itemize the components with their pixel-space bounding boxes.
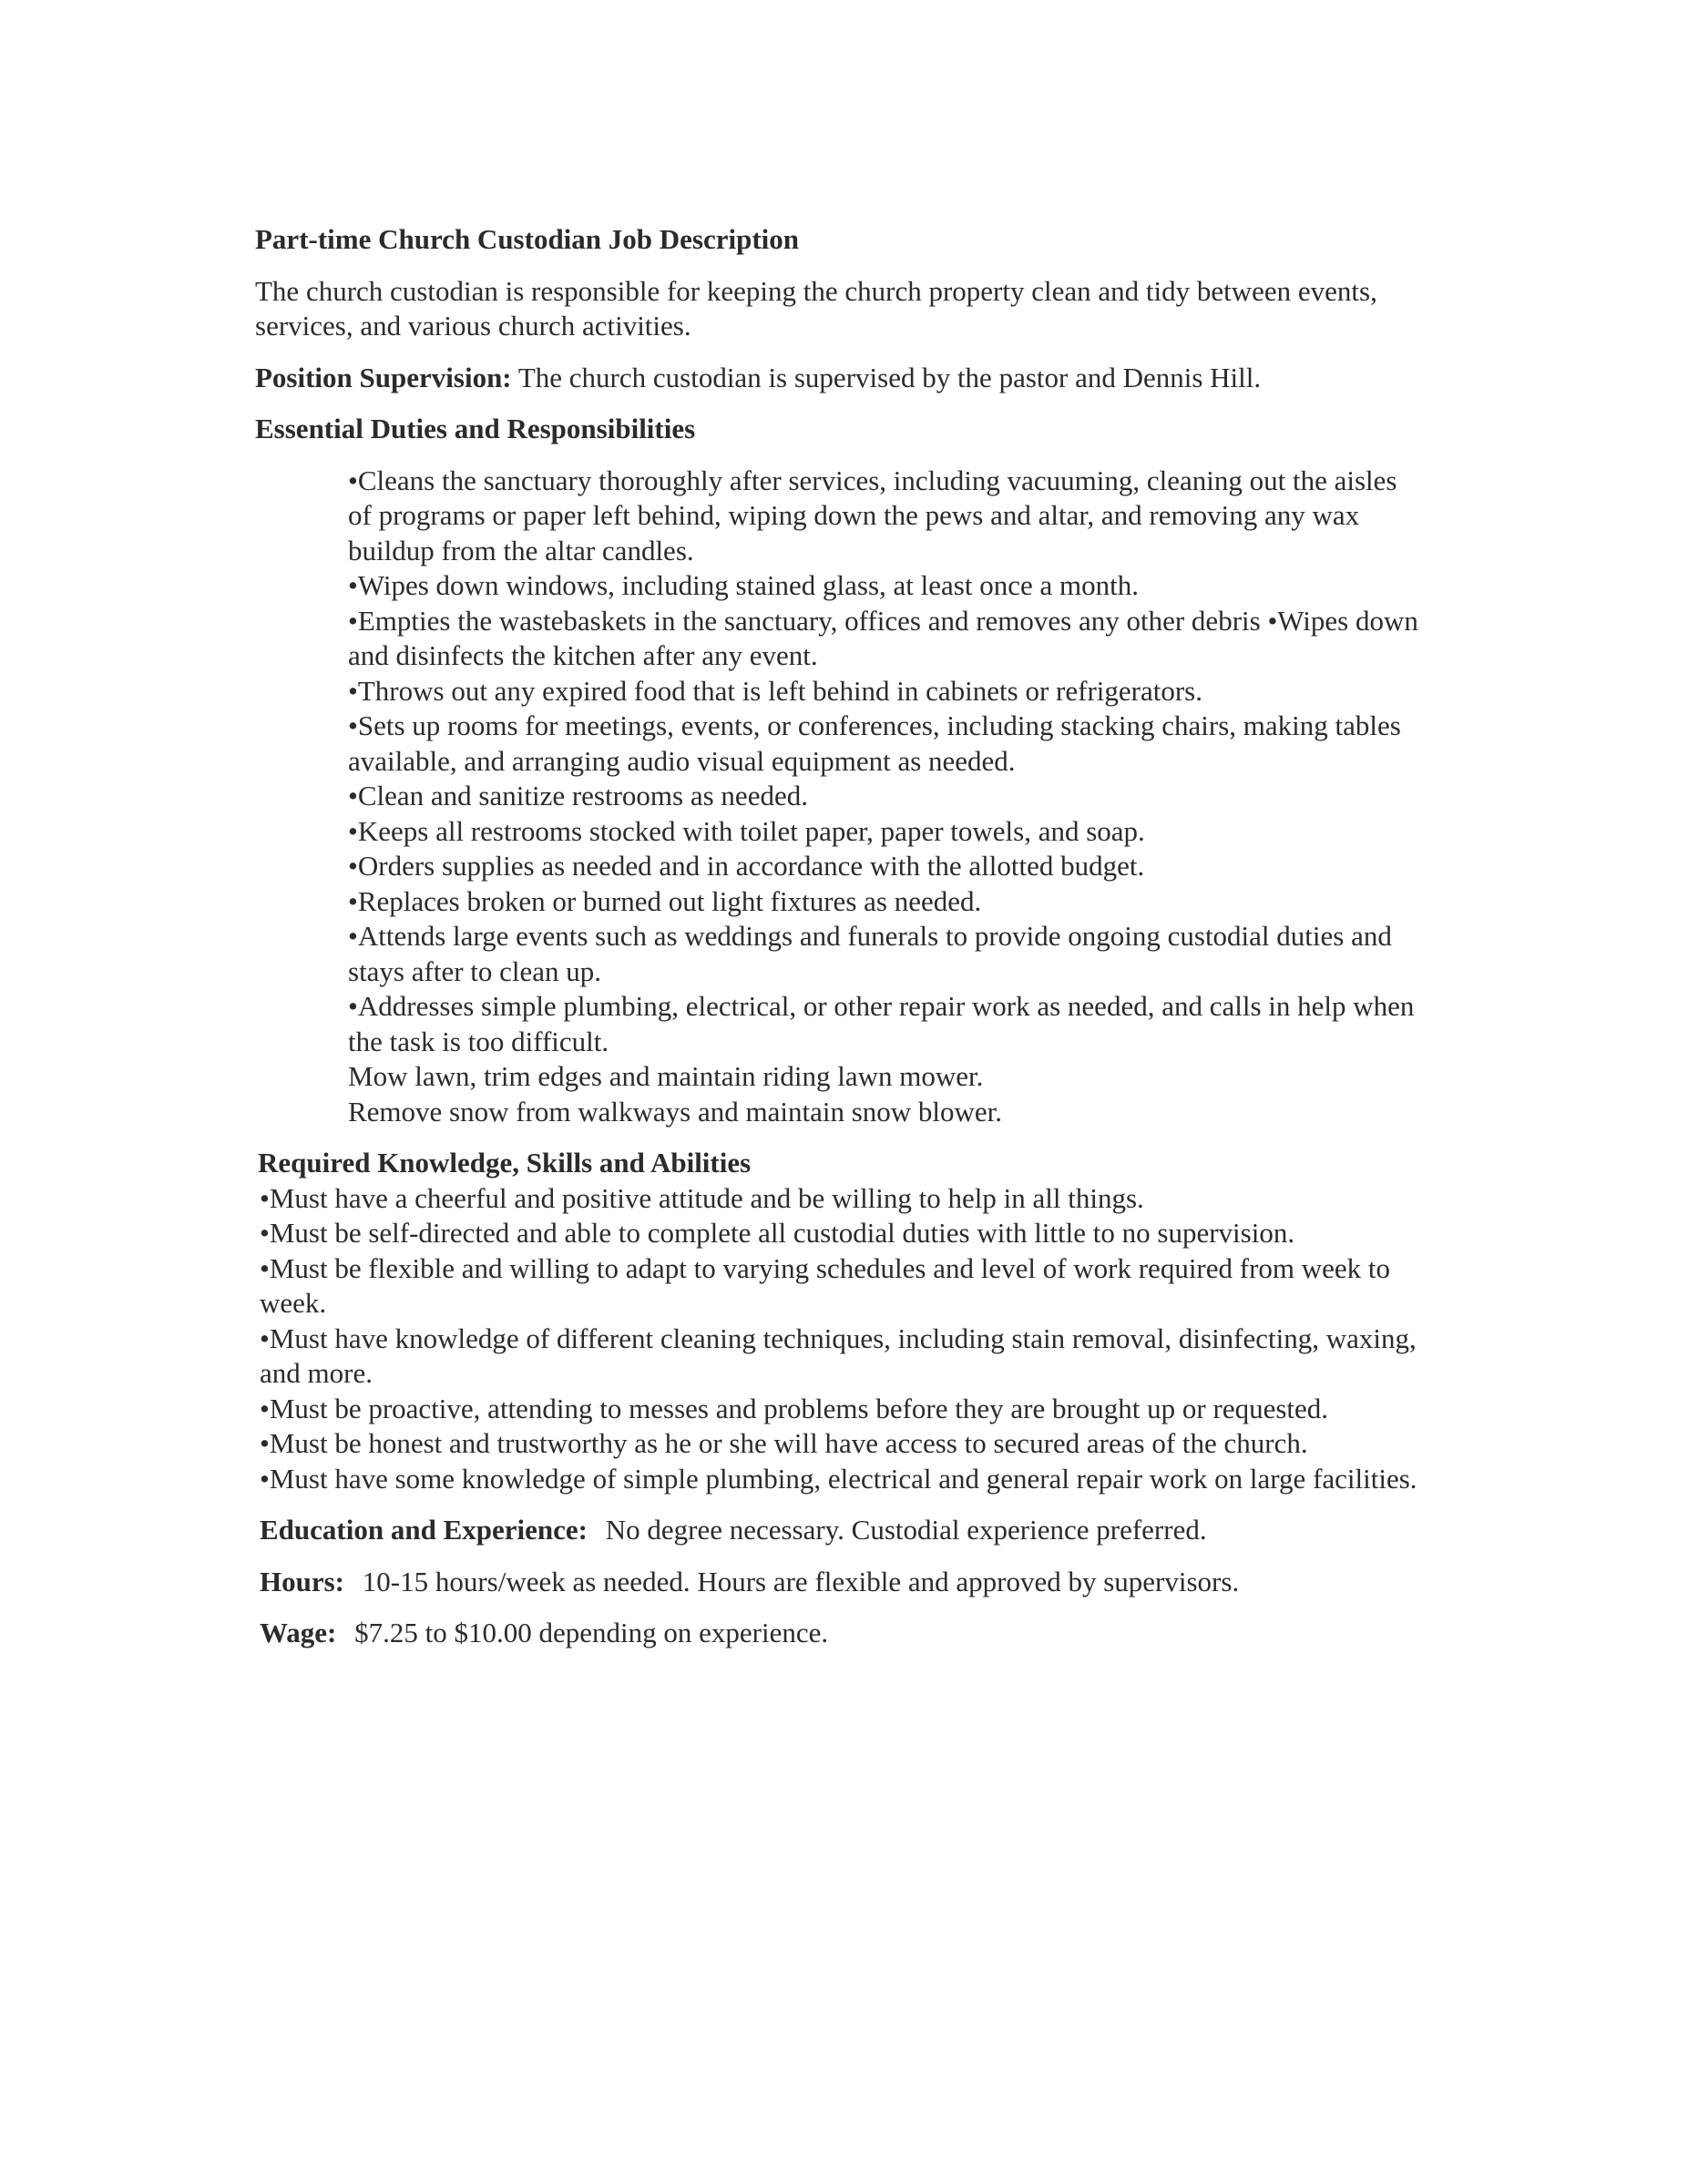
- duty-item: •Orders supplies as needed and in accordance with the allotted budget.: [348, 850, 1145, 882]
- duty-item: •Attends large events such as weddings and funerals to provide ongoing custodial duties and stays after to clean up.: [348, 920, 1392, 987]
- requirements-list: [255, 1181, 1426, 1497]
- hours-line: [255, 1565, 1439, 1600]
- supervision-text: The church custodian is supervised by the pastor and Dennis Hill.: [517, 361, 1262, 393]
- duty-item: •Replaces broken or burned out light fixtures as needed.: [348, 884, 982, 917]
- requirement-item: •Must be self-directed and able to complete all custodial duties with little to no supervision.: [260, 1217, 1295, 1249]
- hours-text: 10-15 hours/week as needed. Hours are flexible and approved by supervisors.: [362, 1565, 1240, 1597]
- duty-item: •Cleans the sanctuary thoroughly after services, including vacuuming, cleaning out the aisles of programs or paper left behind, wiping down the pews and altar, and removing any wax buildup from the altar candles.: [348, 464, 1397, 566]
- supervision-label: Position Supervision:: [255, 361, 512, 393]
- requirement-item: •Must have a cheerful and positive attitude and be willing to help in all things.: [260, 1181, 1144, 1214]
- requirement-item: •Must be honest and trustworthy as he or she will have access to secured areas of the church.: [260, 1427, 1308, 1459]
- wage-text: $7.25 to $10.00 depending on experience.: [354, 1617, 829, 1648]
- job-description: [255, 222, 1439, 1668]
- requirements-heading: Required Knowledge, Skills and Abilities: [258, 1147, 752, 1179]
- duty-item: •Wipes down windows, including stained glass, at least once a month.: [348, 569, 1139, 601]
- hours-label: Hours:: [260, 1565, 344, 1597]
- duty-item: •Empties the wastebaskets in the sanctuary, offices and removes any other debris •Wipes down and disinfects the kitchen after any event.: [348, 604, 1418, 671]
- duty-item: •Addresses simple plumbing, electrical, or other repair work as needed, and calls in help when the task is too difficult.: [348, 990, 1415, 1057]
- requirement-item: •Must be proactive, attending to messes and problems before they are brought up or requested.: [260, 1392, 1329, 1424]
- education-line: [255, 1513, 1439, 1548]
- intro-paragraph: The church custodian is responsible for keeping the church property clean and tidy between events, services, and various church activities.: [255, 274, 1377, 342]
- duty-item: Mow lawn, trim edges and maintain riding lawn mower.: [348, 1060, 984, 1092]
- duty-item: Remove snow from walkways and maintain snow blower.: [348, 1095, 1003, 1128]
- duties-list: [255, 464, 1423, 1130]
- duty-item: •Throws out any expired food that is left behind in cabinets or refrigerators.: [348, 674, 1202, 707]
- duties-heading: Essential Duties and Responsibilities: [255, 413, 696, 444]
- duty-item: •Clean and sanitize restrooms as needed.: [348, 780, 808, 811]
- document-title: Part-time Church Custodian Job Description: [255, 223, 800, 255]
- supervision-paragraph: [255, 361, 1439, 396]
- requirement-item: •Must have knowledge of different cleaning techniques, including stain removal, disinfecting, waxing, and more.: [260, 1322, 1417, 1389]
- education-text: No degree necessary. Custodial experience preferred.: [605, 1514, 1207, 1546]
- duty-item: •Sets up rooms for meetings, events, or conferences, including stacking chairs, making tables available, and arranging audio visual equipment as needed.: [348, 709, 1401, 777]
- requirement-item: •Must have some knowledge of simple plumbing, electrical and general repair work on large facilities.: [260, 1462, 1417, 1495]
- duty-item: •Keeps all restrooms stocked with toilet paper, paper towels, and soap.: [348, 814, 1145, 847]
- education-label: Education and Experience:: [260, 1514, 588, 1546]
- wage-line: [255, 1616, 1439, 1651]
- wage-label: Wage:: [260, 1617, 337, 1648]
- requirement-item: •Must be flexible and willing to adapt to varying schedules and level of work required from week to week.: [260, 1251, 1391, 1319]
